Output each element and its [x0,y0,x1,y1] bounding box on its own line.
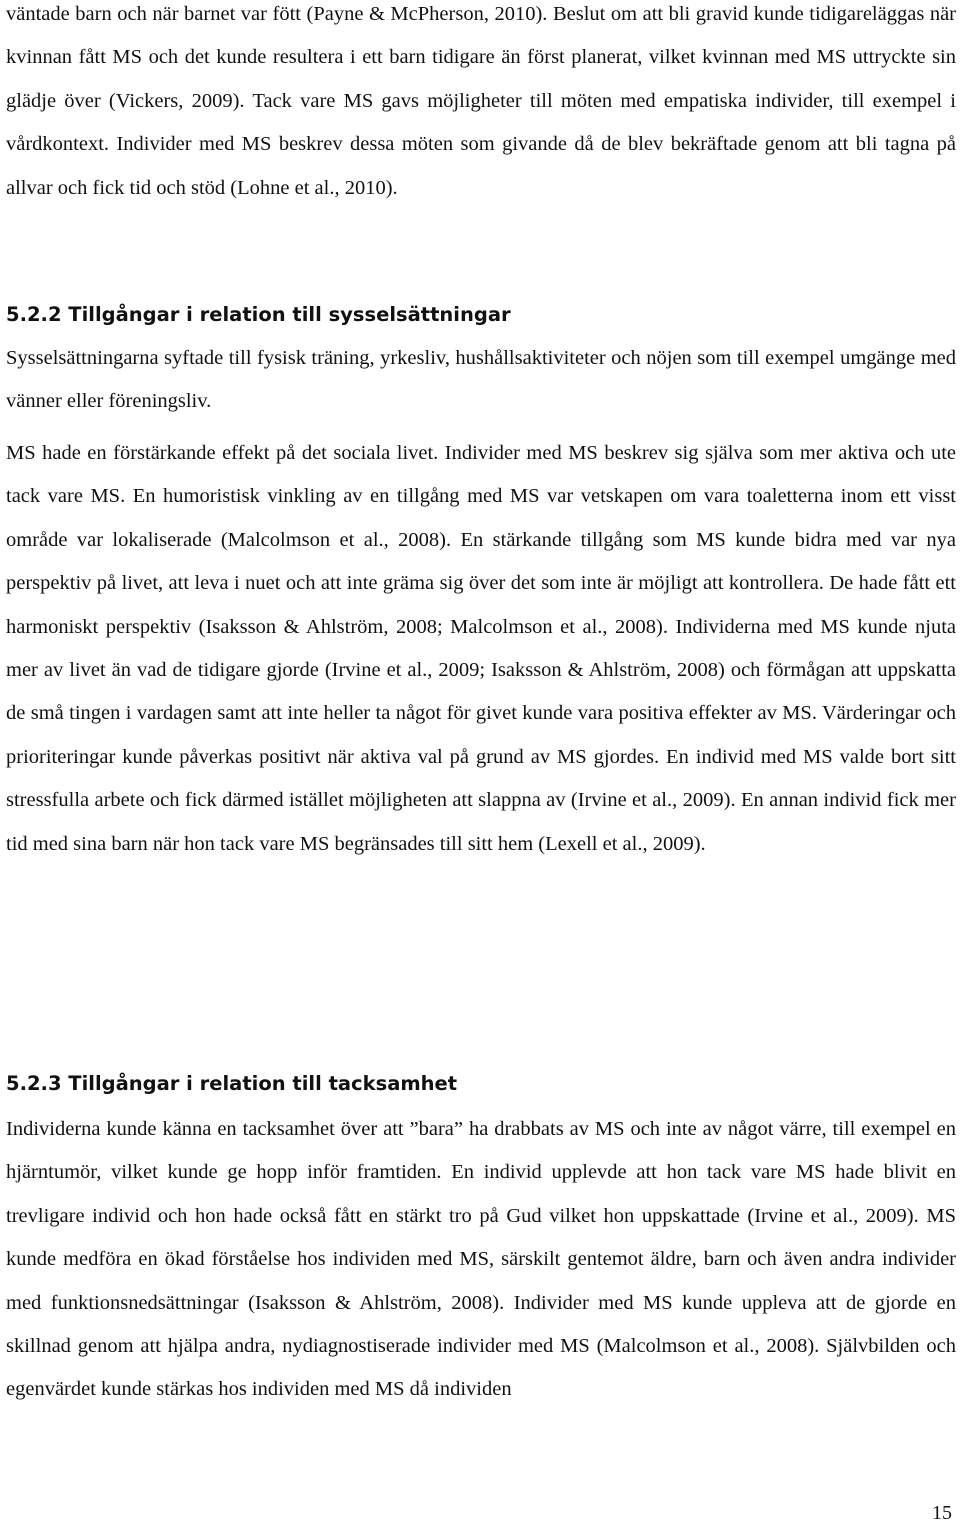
intro-paragraph: väntade barn och när barnet var fött (Payne & McPherson, 2010). Beslut om att bli gravid kunde tidigareläggas när kvinnan fått MS och det kunde resultera i ett barn tidigare än först planerat, vilket kvinnan med MS uttryckte sin glädje över (Vickers, 2009). Tack vare MS gavs möjligheter till möten med empatiska individer, till exempel i vårdkontext. Individer med MS beskrev dessa möten som givande då de blev bekräftade genom att bli tagna på allvar och fick tid och stöd (Lohne et al., 2010). [6,3,956,199]
section-5-2-3-paragraph-1: Individerna kunde känna en tacksamhet över att ”bara” ha drabbats av MS och inte av något värre, till exempel en hjärntumör, vilket kunde ge hopp inför framtiden. En individ upplevde att hon tack vare MS hade blivit en trevligare individ och hon hade också fått en stärkt tro på Gud vilket hon uppskattade (Irvine et al., 2009). MS kunde medföra en ökad förståelse hos individen med MS, särskilt gentemot äldre, barn och även andra individer med funktionsnedsättningar (Isaksson & Ahlström, 2008). Individer med MS kunde uppleva att de gjorde en skillnad genom att hjälpa andra, nydiagnostiserade individer med MS (Malcolmson et al., 2008). Självbilden och egenvärdet kunde stärkas hos individen med MS då individen [6,1118,956,1401]
section-5-2-2-paragraph-2: MS hade en förstärkande effekt på det sociala livet. Individer med MS beskrev sig själva som mer aktiva och ute tack vare MS. En humoristisk vinkling av en tillgång med MS var vetskapen om vara toaletterna inom ett visst område var lokaliserade (Malcolmson et al., 2008). En stärkande tillgång som MS kunde bidra med var nya perspektiv på livet, att leva i nuet och att inte gräma sig över det som inte är möjligt att kontrollera. De hade fått ett harmoniskt perspektiv (Isaksson & Ahlström, 2008; Malcolmson et al., 2008). Individerna med MS kunde njuta mer av livet än vad de tidigare gjorde (Irvine et al., 2009; Isaksson & Ahlström, 2008) och förmågan att uppskatta de små tingen i vardagen samt att inte heller ta något för givet kunde vara positiva effekter av MS. Värderingar och prioriteringar kunde påverkas positivt när aktiva val på grund av MS gjordes. En individ med MS valde bort sitt stressfulla arbete och fick därmed istället möjligheten att slappna av (Irvine et al., 2009). En annan individ fick mer tid med sina barn när hon tack vare MS begränsades till sitt hem (Lexell et al., 2009). [6,442,956,855]
page-number: 15 [932,1502,952,1524]
section-heading-5-2-3: 5.2.3 Tillgångar i relation till tacksamhet [6,1072,458,1095]
section-5-2-2-paragraph-1: Sysselsättningarna syftade till fysisk träning, yrkesliv, hushållsaktiviteter och nöjen som till exempel umgänge med vänner eller föreningsliv. [6,347,956,413]
section-heading-5-2-2: 5.2.2 Tillgångar i relation till sysselsättningar [6,303,511,326]
